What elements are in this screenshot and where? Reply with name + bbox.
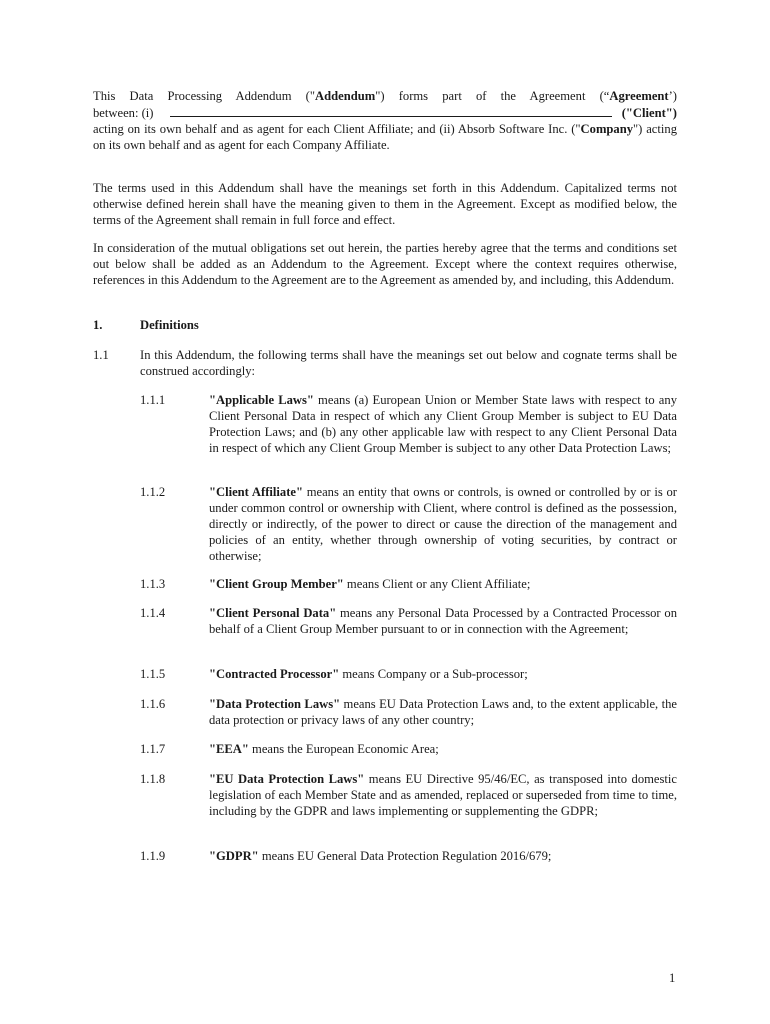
definition-client-group-member bbox=[209, 576, 677, 592]
intro-text-h: ") acting on its own behalf and as agent for each Company Affiliate. bbox=[93, 122, 677, 152]
definition-body: means an entity that owns or controls, is owned or controlled by or is or under common control or ownership with Client, where control is defined as the possession, directly or indirectly, of the power to direct or cause the direction of the management and policies of an entity, whether through ownership of voting securities, by contract or otherwise; bbox=[209, 485, 677, 563]
clause-text: In this Addendum, the following terms shall have the meanings set out below and cognate terms shall be construed accordingly: bbox=[140, 348, 677, 378]
definition-client-personal-data bbox=[209, 605, 677, 637]
intro-text-f: acting on its own behalf and as agent for each Client Affiliate; and (ii) Absorb Software Inc. (" bbox=[93, 122, 581, 136]
definition-term: "Client Group Member" bbox=[209, 577, 344, 591]
definition-data-protection-laws bbox=[209, 696, 677, 728]
definition-number: 1.1.8 bbox=[140, 772, 166, 786]
definition-body: means EU Data Protection Laws and, to the extent applicable, the data protection or privacy laws of any other country; bbox=[209, 697, 677, 727]
definition-body: means any Personal Data Processed by a Contracted Processor on behalf of a Client Group Member pursuant to or in connection with the Agreement; bbox=[209, 606, 677, 636]
definition-term: "Client Personal Data" bbox=[209, 606, 337, 620]
definition-term: "EEA" bbox=[209, 742, 249, 756]
definition-number: 1.1.7 bbox=[140, 742, 166, 756]
intro-paragraph bbox=[93, 88, 677, 153]
definition-gdpr bbox=[209, 848, 677, 864]
definition-eea bbox=[209, 741, 677, 757]
section-number: 1. bbox=[93, 318, 103, 332]
intro-text-a: This Data Processing Addendum (" bbox=[93, 89, 315, 103]
definition-term: "Data Protection Laws" bbox=[209, 697, 341, 711]
page-number: 1 bbox=[669, 971, 676, 985]
agreement-term: Agreement bbox=[609, 89, 669, 103]
client-name-blank[interactable] bbox=[170, 104, 612, 117]
intro-line-2 bbox=[93, 104, 677, 121]
consideration-paragraph: In consideration of the mutual obligations set out herein, the parties hereby agree that the terms and conditions set out below shall be added as an Addendum to the Agreement. Except where the context requires otherwise, references in this Addendum to the Agreement are to the Agreement as amended by, and including, this Addendum. bbox=[93, 241, 677, 287]
definition-applicable-laws bbox=[209, 392, 677, 456]
terms-paragraph: The terms used in this Addendum shall have the meanings set forth in this Addendum. Capitalized terms not otherwise defined herein shall have the meaning given to them in the Agreement. Except as modified below, the terms of the Agreement shall remain in full force and effect. bbox=[93, 181, 677, 227]
intro-text-e: ’) bbox=[668, 89, 677, 103]
addendum-term: Addendum bbox=[315, 89, 376, 103]
intro-text-c: ") forms part of the Agreement (“ bbox=[375, 89, 610, 103]
definition-term: "EU Data Protection Laws" bbox=[209, 772, 365, 786]
definition-eu-data-protection-laws bbox=[209, 771, 677, 819]
definition-number: 1.1.5 bbox=[140, 667, 166, 681]
clause-number: 1.1 bbox=[93, 348, 109, 362]
definition-number: 1.1.9 bbox=[140, 849, 166, 863]
definition-number: 1.1.4 bbox=[140, 606, 166, 620]
between-label: between: (i) bbox=[93, 106, 154, 120]
definition-term: "Applicable Laws" bbox=[209, 393, 314, 407]
definition-term: "Client Affiliate" bbox=[209, 485, 303, 499]
company-term: Company bbox=[580, 122, 634, 136]
definition-number: 1.1.1 bbox=[140, 393, 166, 407]
definition-body: means Company or a Sub-processor; bbox=[339, 667, 528, 681]
definition-contracted-processor bbox=[209, 666, 677, 682]
definition-client-affiliate bbox=[209, 484, 677, 564]
definition-body: means Client or any Client Affiliate; bbox=[343, 577, 531, 591]
client-term: ("Client") bbox=[621, 106, 677, 120]
definition-term: "GDPR" bbox=[209, 849, 259, 863]
section-title: Definitions bbox=[140, 318, 199, 332]
definition-body: means the European Economic Area; bbox=[248, 742, 439, 756]
definition-number: 1.1.6 bbox=[140, 697, 166, 711]
definition-body: means EU Directive 95/46/EC, as transposed into domestic legislation of each Member State and as amended, replaced or superseded from time to time, including by the GDPR and laws implementing or supplementing the GDPR; bbox=[209, 772, 677, 818]
section-heading bbox=[93, 317, 199, 333]
definition-term: "Contracted Processor" bbox=[209, 667, 340, 681]
definition-body: means (a) European Union or Member State laws with respect to any Client Personal Data in respect of which any Client Group Member is subject to EU Data Protection Laws; and (b) any other applicable law with respect to any Client Personal Data in respect of which any Client Group Member is subject to any other Data Protection Laws; bbox=[209, 393, 677, 455]
definition-number: 1.1.2 bbox=[140, 485, 166, 499]
intro-line-1 bbox=[93, 88, 677, 104]
definition-body: means EU General Data Protection Regulation 2016/679; bbox=[258, 849, 552, 863]
definition-number: 1.1.3 bbox=[140, 577, 166, 591]
